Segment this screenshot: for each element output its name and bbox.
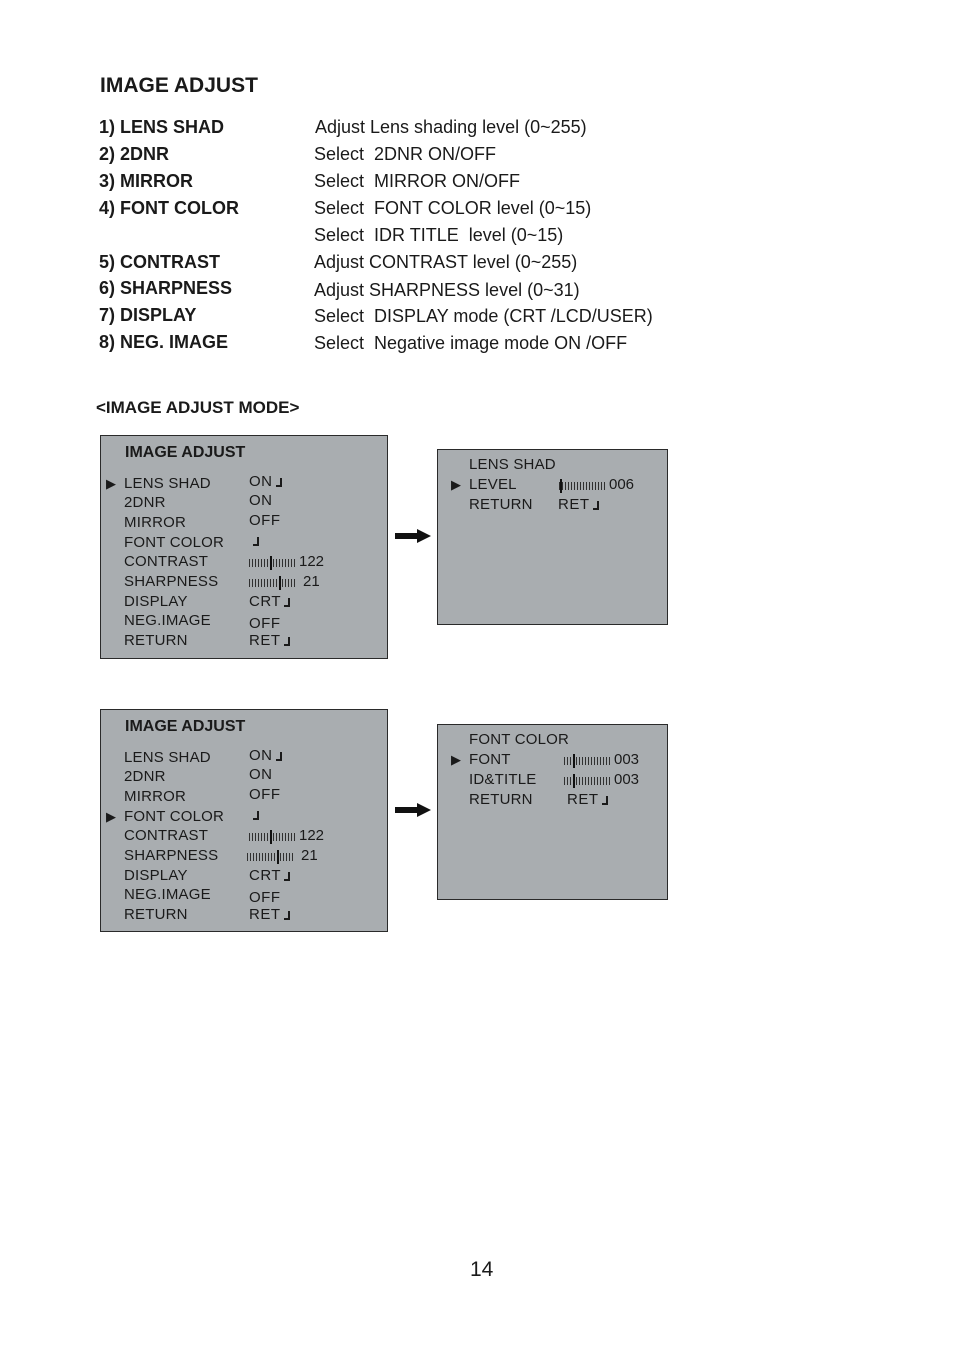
spec-desc: Select Negative image mode ON /OFF: [314, 333, 628, 353]
osd-value: OFF: [249, 786, 281, 803]
slider-value: 006: [609, 476, 635, 493]
spec-desc: Select FONT COLOR level (0~15): [314, 198, 592, 218]
page-title: IMAGE ADJUST: [100, 74, 258, 97]
osd-row-display[interactable]: [101, 593, 387, 613]
osd-label: CONTRAST: [124, 827, 209, 844]
osd-value: ON: [249, 492, 273, 509]
enter-icon: [276, 752, 282, 761]
slider-track: [249, 577, 295, 589]
slider-track: [559, 480, 607, 492]
cursor-icon: ▶: [451, 752, 461, 767]
contrast-slider[interactable]: [249, 831, 295, 843]
osd-label: FONT COLOR: [124, 808, 225, 825]
osd-value: OFF: [249, 889, 281, 906]
osd-label: NEG.IMAGE: [124, 612, 211, 629]
slider-value: 003: [614, 771, 640, 788]
osd-label: FONT COLOR: [124, 534, 225, 551]
enter-icon: [253, 811, 259, 820]
osd-label: SHARPNESS: [124, 847, 219, 864]
osd-value: CRT: [249, 593, 290, 610]
osd-label: LENS SHAD: [124, 749, 211, 766]
osd-row-return[interactable]: [438, 791, 667, 811]
osd-title: FONT COLOR: [469, 731, 570, 748]
enter-icon: [284, 598, 290, 607]
osd-label: RETURN: [124, 906, 188, 923]
osd-value: RET: [567, 791, 608, 808]
osd-label: SHARPNESS: [124, 573, 219, 590]
slider-thumb[interactable]: [270, 830, 272, 844]
page-number: 14: [470, 1258, 494, 1281]
cursor-icon: ▶: [451, 477, 461, 492]
spec-desc: Adjust Lens shading level (0~255): [315, 117, 587, 137]
level-slider[interactable]: [559, 480, 607, 492]
spec-desc: Adjust CONTRAST level (0~255): [314, 252, 578, 272]
osd-row-id-title[interactable]: [438, 771, 667, 791]
osd-label: MIRROR: [124, 514, 187, 531]
slider-track: [564, 775, 612, 787]
spec-desc: Select IDR TITLE level (0~15): [314, 225, 564, 245]
osd-row-display[interactable]: [101, 867, 387, 887]
osd-value: RET: [558, 496, 599, 513]
osd-row-neg-image[interactable]: [101, 612, 387, 632]
osd-submenu-font-color: [437, 724, 668, 900]
sharpness-slider[interactable]: [249, 577, 295, 589]
enter-icon: [276, 478, 282, 487]
spec-desc: Select MIRROR ON/OFF: [314, 171, 521, 191]
spec-name: 2) 2DNR: [99, 144, 170, 164]
cursor-icon: ▶: [106, 476, 116, 491]
osd-row-return[interactable]: [101, 906, 387, 926]
sharpness-slider[interactable]: [247, 851, 293, 863]
osd-label: 2DNR: [124, 768, 166, 785]
osd-label: NEG.IMAGE: [124, 886, 211, 903]
slider-value: 122: [299, 827, 325, 844]
slider-thumb[interactable]: [573, 754, 575, 768]
osd-title: LENS SHAD: [469, 456, 556, 473]
slider-thumb[interactable]: [277, 850, 279, 864]
osd-row-return[interactable]: [101, 632, 387, 652]
osd-label: ID&TITLE: [469, 771, 537, 788]
osd-menu-image-adjust: [100, 435, 388, 659]
slider-thumb[interactable]: [270, 556, 272, 570]
osd-row-mirror[interactable]: [101, 788, 387, 808]
spec-desc: Select DISPLAY mode (CRT /LCD/USER): [314, 306, 653, 326]
osd-value: ON: [249, 473, 282, 490]
osd-row-font[interactable]: [438, 751, 667, 771]
slider-value: 21: [303, 573, 320, 590]
enter-icon: [284, 872, 290, 881]
slider-value: 21: [301, 847, 318, 864]
enter-icon: [602, 796, 608, 805]
cursor-icon: ▶: [106, 809, 116, 824]
osd-value: OFF: [249, 615, 281, 632]
id-title-slider[interactable]: [564, 775, 612, 787]
spec-desc: Adjust SHARPNESS level (0~31): [314, 280, 580, 300]
osd-title: IMAGE ADJUST: [125, 718, 246, 735]
enter-icon: [284, 637, 290, 646]
osd-label: DISPLAY: [124, 867, 188, 884]
osd-row-sharpness[interactable]: [101, 847, 387, 867]
osd-title: IMAGE ADJUST: [125, 444, 246, 461]
osd-menu-image-adjust-2: [100, 709, 388, 932]
osd-row-sharpness[interactable]: [101, 573, 387, 593]
enter-icon: [253, 537, 259, 546]
osd-value: [249, 806, 259, 823]
osd-label: LEVEL: [469, 476, 517, 493]
osd-label: RETURN: [124, 632, 188, 649]
spec-name: 5) CONTRAST: [99, 252, 220, 272]
osd-value: RET: [249, 906, 290, 923]
osd-label: RETURN: [469, 496, 533, 513]
osd-row-lens-shad[interactable]: [101, 749, 387, 769]
osd-row-return[interactable]: [438, 496, 667, 516]
osd-value: [249, 532, 259, 549]
osd-row-lens-shad[interactable]: [101, 475, 387, 495]
spec-desc: Select 2DNR ON/OFF: [314, 144, 497, 164]
slider-track: [249, 557, 295, 569]
arrow-right-icon: [395, 803, 431, 817]
spec-name: 7) DISPLAY: [99, 305, 197, 325]
osd-value: RET: [249, 632, 290, 649]
osd-submenu-lens-shad: [437, 449, 668, 625]
osd-label: 2DNR: [124, 494, 166, 511]
osd-row-level[interactable]: [438, 476, 667, 496]
slider-thumb[interactable]: [560, 479, 562, 493]
font-slider[interactable]: [564, 755, 612, 767]
osd-value: ON: [249, 766, 273, 783]
osd-label: LENS SHAD: [124, 475, 211, 492]
osd-row-2dnr[interactable]: [101, 768, 387, 788]
osd-row-neg-image[interactable]: [101, 886, 387, 906]
enter-icon: [593, 501, 599, 510]
spec-name: 3) MIRROR: [99, 171, 193, 191]
slider-thumb[interactable]: [573, 774, 575, 788]
arrow-right-icon: [395, 529, 431, 543]
slider-track: [247, 851, 293, 863]
osd-row-2dnr[interactable]: [101, 494, 387, 514]
spec-name: 4) FONT COLOR: [99, 198, 239, 218]
slider-value: 003: [614, 751, 640, 768]
slider-track: [564, 755, 612, 767]
osd-label: MIRROR: [124, 788, 187, 805]
slider-thumb[interactable]: [279, 576, 281, 590]
osd-row-font-color[interactable]: [101, 808, 387, 828]
osd-label: RETURN: [469, 791, 533, 808]
spec-name: 6) SHARPNESS: [99, 278, 233, 298]
osd-value: CRT: [249, 867, 290, 884]
osd-row-contrast[interactable]: [101, 827, 387, 847]
osd-value: ON: [249, 747, 282, 764]
slider-track: [249, 831, 295, 843]
spec-name: 1) LENS SHAD: [99, 117, 225, 137]
osd-label: FONT: [469, 751, 511, 768]
osd-label: CONTRAST: [124, 553, 209, 570]
osd-value: OFF: [249, 512, 281, 529]
spec-name: 8) NEG. IMAGE: [99, 332, 229, 352]
contrast-slider[interactable]: [249, 557, 295, 569]
osd-row-mirror[interactable]: [101, 514, 387, 534]
osd-label: DISPLAY: [124, 593, 188, 610]
enter-icon: [284, 911, 290, 920]
osd-row-font-color[interactable]: [101, 534, 387, 554]
section-title: <IMAGE ADJUST MODE>: [96, 398, 300, 417]
osd-row-contrast[interactable]: [101, 553, 387, 573]
slider-value: 122: [299, 553, 325, 570]
